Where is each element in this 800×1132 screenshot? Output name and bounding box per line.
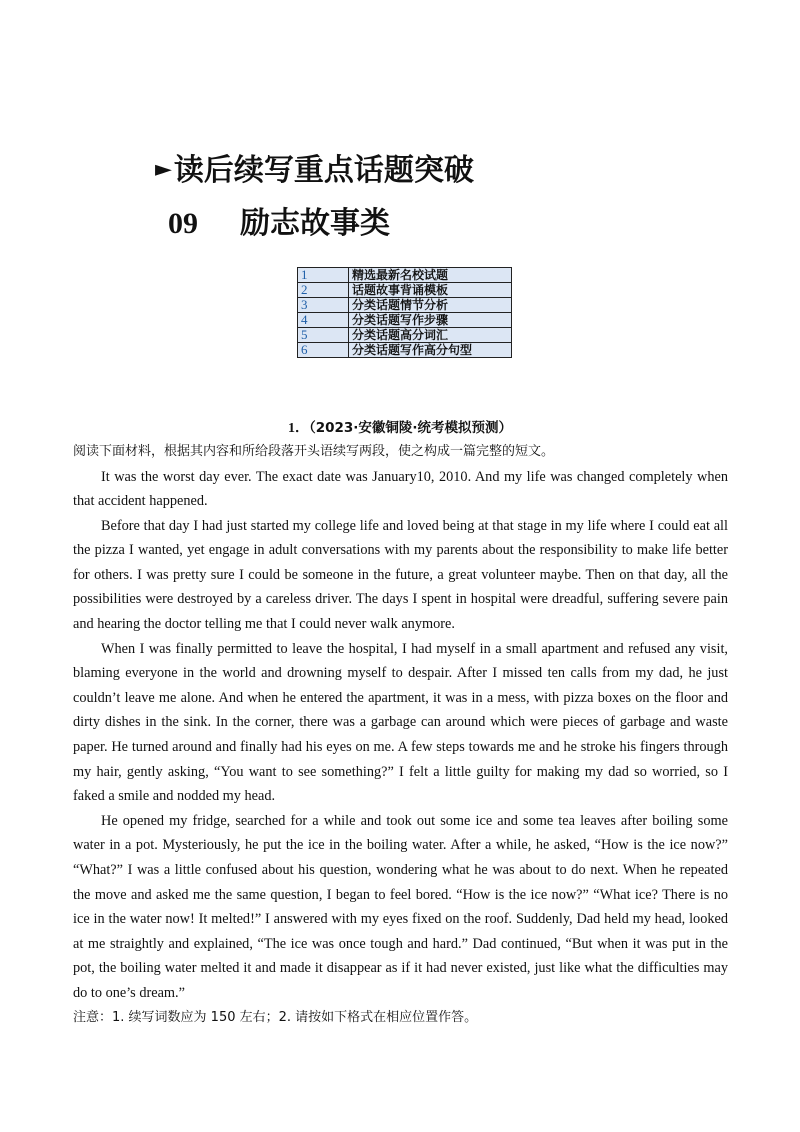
- question-source: （2023·安徽铜陵·统考模拟预测）: [308, 420, 513, 436]
- subtitle-text: 励志故事类: [240, 206, 390, 241]
- contents-number: 4: [298, 313, 349, 328]
- contents-number: 5: [298, 328, 349, 343]
- page-title: [155, 145, 474, 189]
- contents-row: [298, 283, 512, 298]
- contents-row: [298, 268, 512, 283]
- title-text: 读后续写重点话题突破: [173, 153, 474, 188]
- contents-table: [297, 267, 512, 358]
- contents-row: [298, 298, 512, 313]
- contents-number: 6: [298, 343, 349, 358]
- contents-number: 3: [298, 298, 349, 313]
- story-paragraph: When I was finally permitted to leave the hospital, I had myself in a small apartment and refused any visit, blaming everyone in the world and drowning myself to despair. After I missed ten calls from my dad, he just couldn’t leave me alone. And when he entered the apartment, it was in a mess, with pizza boxes on the floor and dirty dishes in the sink. In the corner, there was a garbage can around which were pieces of garbage and waste paper. He turned around and finally had his eyes on me. A few steps towards me and he stroke his fingers through my hair, gently asking, “You want to see something?” I felt a little guilty for making my dad so worried, so I faked a smile and nodded my head.: [73, 640, 728, 805]
- story-paragraph: It was the worst day ever. The exact date was January10, 2010. And my life was changed completely when that accident happened.: [73, 468, 728, 510]
- question-body: [73, 440, 728, 1030]
- contents-row: [298, 313, 512, 328]
- contents-label: 分类话题写作步骤: [349, 313, 512, 328]
- contents-row: [298, 328, 512, 343]
- story-paragraph: He opened my fridge, searched for a while and took out some ice and some tea leaves after boiling some water in a pot. Mysteriously, he put the ice in the boiling water. After a while, he asked, “How is the ice now?” “What?” I was a little confused about his question, wondering what he was about to do next. When he repeated the move and asked me the same question, I began to feel bored. “How is the ice now?” “What ice? There is no ice in the water now! It melted!” I answered with my eyes fixed on the roof. Suddenly, Dad held my head, looked at me straightly and explained, “The ice was once tough and hard.” Dad continued, “But when it was put in the pot, the boiling water melted it and made it disappear as if it had never existed, just like what the difficulties may do to one’s dream.”: [73, 812, 728, 1001]
- contents-label: 话题故事背诵模板: [349, 283, 512, 298]
- arrow-icon: ►: [155, 156, 172, 182]
- page-subtitle: [168, 198, 390, 242]
- subtitle-number: 09: [168, 207, 198, 240]
- contents-label: 分类话题高分词汇: [349, 328, 512, 343]
- contents-label: 分类话题写作高分句型: [349, 343, 512, 358]
- question-number: 1．: [287, 421, 309, 436]
- contents-row: [298, 343, 512, 358]
- contents-number: 2: [298, 283, 349, 298]
- writing-note: 注意：1. 续写词数应为 150 左右；2. 请按如下格式在相应位置作答。: [73, 1009, 478, 1025]
- question-instruction: 阅读下面材料，根据其内容和所给段落开头语续写两段，使之构成一篇完整的短文。: [73, 444, 555, 459]
- contents-label: 分类话题情节分析: [349, 298, 512, 313]
- contents-label: 精选最新名校试题: [349, 268, 512, 283]
- question-heading: [0, 416, 800, 437]
- story-paragraph: Before that day I had just started my college life and loved being at that stage in my life where I could eat all the pizza I wanted, yet engage in adult conversations with my parents about the responsibility to make life better for others. I was pretty sure I could be someone in the future, a great volunteer maybe. Then on that day, all the possibilities were destroyed by a careless driver. The days I spent in hospital were dreadful, suffering severe pain and hearing the doctor telling me that I could never walk anymore.: [73, 517, 728, 633]
- contents-number: 1: [298, 268, 349, 283]
